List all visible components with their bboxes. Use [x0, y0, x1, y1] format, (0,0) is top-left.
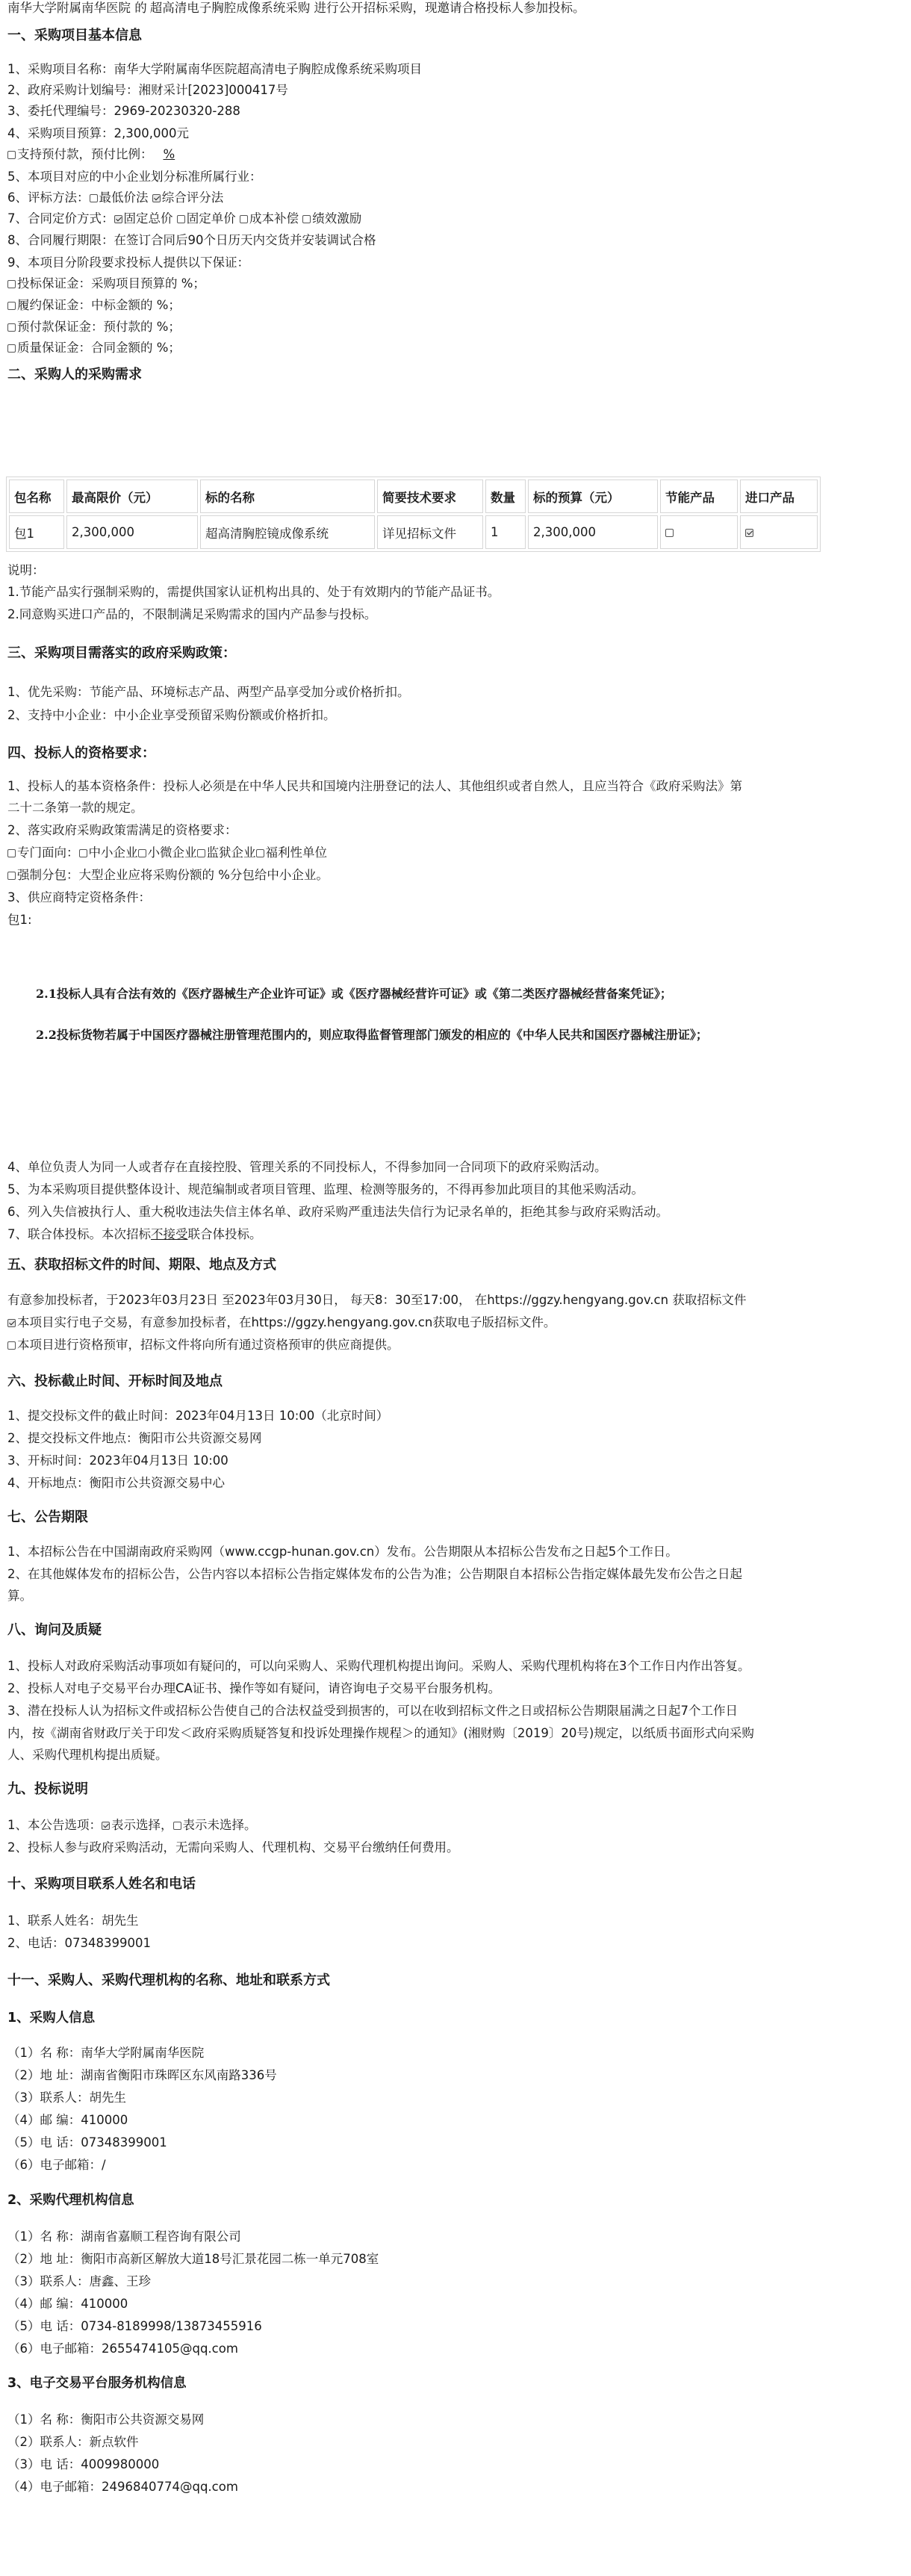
- agent-phone: （5）电 话：0734-8189998/13873455916: [7, 2319, 262, 2333]
- notice-2a: 2、在其他媒体发布的招标公告，公告内容以本招标公告指定媒体发布的公告为准；公告期限自本招标公告指定媒体最先发布公告之日起: [7, 1567, 742, 1581]
- inquiry-3b: 内，按《湖南省财政厅关于印发＜政府采购质疑答复和投诉处理操作规程＞的通知》(湘财购〔2019〕20号)规定，以纸质书面形式向采购: [7, 1726, 754, 1740]
- buyer-email: （6）电子邮箱：/: [7, 2158, 106, 2172]
- inquiry-2: 2、投标人对电子交易平台办理CA证书、操作等如有疑问，请咨询电子交易平台服务机构。: [7, 1681, 501, 1695]
- eval-method: 6、评标方法： 最低价法 综合评分法: [7, 190, 224, 205]
- buyer-address: （2）地 址：湖南省衡阳市珠晖区东风南路336号: [7, 2068, 277, 2082]
- open-location: 4、开标地点：衡阳市公共资源交易中心: [7, 1476, 225, 1490]
- inquiry-3a: 3、潜在投标人认为招标文件或招标公告使自己的合法权益受到损害的，可以在收到招标文件之日或招标公告期限届满之日起7个工作日: [7, 1704, 738, 1718]
- e-trading: 本项目实行电子交易，有意参加投标者，在https://ggzy.hengyang.gov.cn获取电子版招标文件。: [7, 1315, 556, 1331]
- qual-3: 3、供应商特定资格条件：: [7, 890, 151, 904]
- qual-2: 2、落实政府采购政策需满足的资格要求：: [7, 823, 237, 837]
- energy-saving-checkbox: [665, 529, 674, 537]
- section-8-title: 八、询问及质疑: [7, 1622, 102, 1638]
- package-1-label: 包1:: [7, 913, 32, 927]
- submit-location: 2、提交投标文件地点：衡阳市公共资源交易网: [7, 1431, 262, 1445]
- platform-phone: （3）电 话：4009980000: [7, 2457, 160, 2471]
- agent-contact: （3）联系人：唐鑫、王珍: [7, 2274, 151, 2288]
- notice-2b: 算。: [7, 1589, 32, 1603]
- contract-period: 8、合同履行期限：在签订合同后90个日历天内交货并安装调试合格: [7, 233, 376, 247]
- qual-6: 6、列入失信被执行人、重大税收违法失信主体名单、政府采购严重违法失信行为记录名单的，拒绝其参与政府采购活动。: [7, 1205, 668, 1219]
- qual-5: 5、为本采购项目提供整体设计、规范编制或者项目管理、监理、检测等服务的，不得再参加此项目的其他采购活动。: [7, 1182, 644, 1197]
- no-fee: 2、投标人参与政府采购活动，无需向采购人、代理机构、交易平台缴纳任何费用。: [7, 1840, 459, 1855]
- platform-contact: （2）联系人：新点软件: [7, 2435, 139, 2449]
- note-2: 2.同意购买进口产品的，不限制满足采购需求的国内产品参与投标。: [7, 607, 377, 621]
- guarantee-quality: 质量保证金：合同金额的 %；: [7, 340, 181, 356]
- platform-name: （1）名 称：衡阳市公共资源交易网: [7, 2412, 205, 2427]
- agency-number: 3、委托代理编号：2969-20230320-288: [7, 104, 240, 118]
- platform-email: （4）电子邮箱：2496840774@qq.com: [7, 2480, 238, 2494]
- prequal: 本项目进行资格预审，招标文件将向所有通过资格预审的供应商提供。: [7, 1337, 399, 1353]
- buyer-phone: （5）电 话：07348399001: [7, 2135, 167, 2150]
- buyer-contact: （3）联系人：胡先生: [7, 2091, 126, 2105]
- project-name-link[interactable]: 超高清电子胸腔成像系统采购: [149, 1, 311, 15]
- inquiry-1: 1、投标人对政府采购活动事项如有疑问的，可以向采购人、采购代理机构提出询问。采购人、采购代理机构将在3个工作日内作出答复。: [7, 1659, 750, 1673]
- buyer-postcode: （4）邮 编：410000: [7, 2113, 128, 2127]
- section-5-title: 五、获取招标文件的时间、期限、地点及方式: [7, 1257, 276, 1273]
- agent-email: （6）电子邮箱：2655474105@qq.com: [7, 2341, 238, 2356]
- fixed-unit-checkbox: [177, 215, 185, 223]
- project-name: 1、采购项目名称：南华大学附属南华医院超高清电子胸腔成像系统采购项目: [7, 62, 422, 76]
- note-1: 1.节能产品实行强制采购的，需提供国家认证机构出具的、处于有效期内的节能产品证书。: [7, 585, 500, 599]
- deadline: 1、提交投标文件的截止时间：2023年04月13日 10:00（北京时间）: [7, 1409, 389, 1423]
- fixed-total-checkbox: [114, 215, 122, 223]
- section-6-title: 六、投标截止时间、开标时间及地点: [7, 1374, 223, 1389]
- section-3-title: 三、采购项目需落实的政府采购政策：: [7, 645, 236, 661]
- policy-2: 2、支持中小企业：中小企业享受预留采购份额或价格折扣。: [7, 708, 336, 722]
- qual-7: 7、联合体投标。本次招标不接受联合体投标。: [7, 1227, 262, 1241]
- imported-checkbox: [745, 529, 753, 537]
- qual-1a: 1、投标人的基本资格条件：投标人必须是在中华人民共和国境内注册登记的法人、其他组织或者自然人，且应当符合《政府采购法》第: [7, 779, 742, 793]
- guarantee-prepay: 预付款保证金：预付款的 %；: [7, 319, 181, 335]
- inquiry-3c: 人、采购代理机构提出质疑。: [7, 1748, 168, 1762]
- buyer-name: （1）名 称：南华大学附属南华医院: [7, 2046, 205, 2060]
- guarantee-performance: 履约保证金：中标金额的 %；: [7, 297, 181, 314]
- note-label: 说明：: [7, 563, 45, 577]
- requirements-table: [6, 477, 821, 552]
- section-4-title: 四、投标人的资格要求：: [7, 745, 155, 761]
- doc-obtain: 有意参加投标者，于2023年03月23日 至2023年03月30日， 每天8：30至17:00， 在https://ggzy.hengyang.gov.cn 获取招标文件: [7, 1293, 747, 1307]
- contract-pricing: 7、合同定价方式： 固定总价 固定单价 成本补偿 绩效激励: [7, 211, 362, 226]
- plan-number: 2、政府采购计划编号：湘财采计[2023]000417号: [7, 83, 288, 97]
- guarantee-title: 9、本项目分阶段要求投标人提供以下保证：: [7, 255, 249, 270]
- qual-2-subcontract: 强制分包：大型企业应将采购份额的 %分包给中小企业。: [7, 867, 329, 884]
- qual-item-2-2: 2.2投标货物若属于中国医疗器械注册管理范围内的，则应取得监督管理部门颁发的相应的《中华人民共和国医疗器械注册证》；: [36, 1028, 708, 1042]
- qual-item-2-1: 2.1投标人具有合法有效的《医疗器械生产企业许可证》或《医疗器械经营许可证》或《第二类医疗器械经营备案凭证》；: [36, 987, 672, 1001]
- prepay-checkbox: [7, 151, 16, 159]
- eval-lowest-checkbox: [90, 194, 98, 202]
- section-2-title: 二、采购人的采购需求: [7, 367, 142, 382]
- qual-2-options: 专门面向： 中小企业 小微企业 监狱企业 福利性单位: [7, 845, 327, 861]
- legend-line: 1、本公告选项： 表示选择， 表示未选择。: [7, 1818, 257, 1832]
- table-row: 包1 2,300,000 超高清胸腔镜成像系统 详见招标文件 1 2,300,000: [9, 515, 818, 549]
- platform-title: 3、电子交易平台服务机构信息: [7, 2376, 187, 2391]
- guarantee-bid: 投标保证金：采购项目预算的 %；: [7, 276, 205, 292]
- section-11-title: 十一、采购人、采购代理机构的名称、地址和联系方式: [7, 1973, 330, 1988]
- contact-name: 1、联系人姓名：胡先生: [7, 1914, 139, 1928]
- performance-checkbox: [302, 215, 311, 223]
- buyer-title: 1、采购人信息: [7, 2011, 96, 2026]
- agent-address: （2）地 址：衡阳市高新区解放大道18号汇景花园二栋一单元708室: [7, 2252, 379, 2266]
- eval-score-checkbox: [152, 194, 161, 202]
- intro-line: 南华大学附属南华医院 的 超高清电子胸腔成像系统采购 进行公开招标采购，现邀请合格投标人参加投标。: [7, 1, 585, 15]
- agent-name: （1）名 称：湖南省嘉顺工程咨询有限公司: [7, 2229, 241, 2244]
- agent-postcode: （4）邮 编：410000: [7, 2297, 128, 2311]
- prepay-option: 支持预付款，预付比例： %: [7, 146, 175, 163]
- qual-1b: 二十二条第一款的规定。: [7, 801, 143, 815]
- policy-1: 1、优先采购：节能产品、环境标志产品、两型产品享受加分或价格折扣。: [7, 685, 410, 699]
- section-7-title: 七、公告期限: [7, 1509, 88, 1525]
- contact-phone: 2、电话：07348399001: [7, 1936, 151, 1950]
- industry: 5、本项目对应的中小企业划分标准所属行业：: [7, 170, 262, 184]
- section-10-title: 十、采购项目联系人姓名和电话: [7, 1876, 196, 1892]
- section-9-title: 九、投标说明: [7, 1781, 88, 1797]
- budget: 4、采购项目预算：2,300,000元: [7, 126, 189, 140]
- agent-title: 2、采购代理机构信息: [7, 2193, 134, 2208]
- notice-1: 1、本招标公告在中国湖南政府采购网（www.ccgp-hunan.gov.cn）发布。公告期限从本招标公告发布之日起5个工作日。: [7, 1545, 678, 1559]
- cost-comp-checkbox: [240, 215, 248, 223]
- open-time: 3、开标时间：2023年04月13日 10:00: [7, 1453, 228, 1468]
- qual-4: 4、单位负责人为同一人或者存在直接控股、管理关系的不同投标人，不得参加同一合同项下的政府采购活动。: [7, 1160, 607, 1174]
- section-1-title: 一、采购项目基本信息: [7, 28, 142, 43]
- table-header-row: 包名称 最高限价（元） 标的名称 简要技术要求 数量 标的预算（元） 节能产品 进口产品: [9, 479, 818, 513]
